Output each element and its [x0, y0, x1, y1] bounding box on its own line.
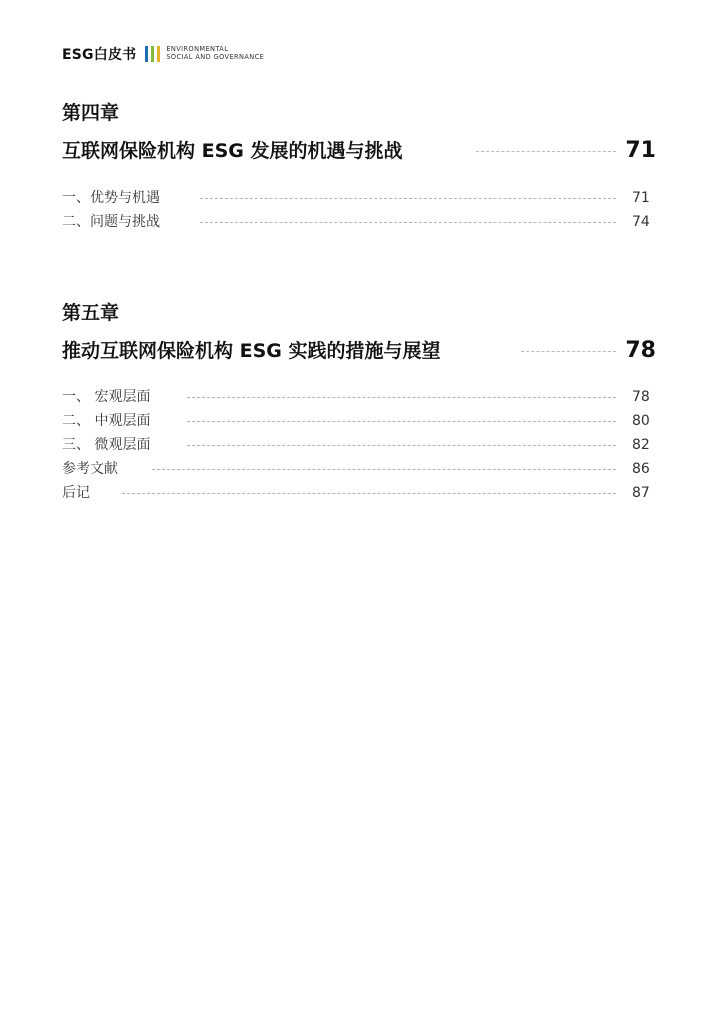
entry-page-number: 74 — [632, 214, 650, 230]
chapter-4-heading — [62, 101, 658, 167]
entry-title: 一、优势与机遇 — [62, 190, 160, 206]
entry-page-number: 87 — [632, 485, 650, 501]
entry-page-number: 80 — [632, 413, 650, 429]
entry-page-number: 78 — [632, 389, 650, 405]
toc-entry[interactable] — [62, 186, 658, 210]
chapter-title-row[interactable] — [62, 135, 658, 167]
toc-entry[interactable] — [62, 385, 658, 409]
dot-leader — [200, 222, 616, 223]
entry-page-number: 71 — [632, 190, 650, 206]
brand-title: ESG白皮书 — [62, 47, 137, 63]
dot-leader — [187, 397, 616, 398]
page-header — [62, 44, 264, 64]
toc-entry[interactable] — [62, 457, 658, 481]
chapter-label: 第四章 — [62, 102, 120, 124]
logo-bar-green — [151, 46, 154, 62]
dot-leader — [200, 198, 616, 199]
dot-leader — [521, 351, 616, 352]
dot-leader — [476, 151, 616, 152]
toc-entry[interactable] — [62, 210, 658, 234]
toc-entry[interactable] — [62, 481, 658, 505]
chapter-title: 推动互联网保险机构 ESG 实践的措施与展望 — [62, 340, 441, 362]
entry-title: 参考文献 — [62, 461, 118, 477]
dot-leader — [122, 493, 616, 494]
chapter-page-number: 71 — [625, 138, 656, 163]
tagline-line-2: SOCIAL AND GOVERNANCE — [166, 53, 265, 61]
logo-bar-blue — [145, 46, 148, 62]
brand-logo-bars — [145, 46, 160, 62]
entry-page-number: 82 — [632, 437, 650, 453]
toc-entry[interactable] — [62, 409, 658, 433]
chapter-page-number: 78 — [625, 338, 656, 363]
entry-title: 后记 — [62, 485, 90, 501]
entry-title: 二、 中观层面 — [62, 413, 151, 429]
chapter-5-entries — [62, 385, 658, 505]
dot-leader — [187, 421, 616, 422]
chapter-4-entries — [62, 186, 658, 234]
brand-tagline — [166, 46, 264, 61]
chapter-title-row[interactable] — [62, 335, 658, 367]
entry-page-number: 86 — [632, 461, 650, 477]
chapter-label: 第五章 — [62, 302, 120, 324]
dot-leader — [152, 469, 616, 470]
logo-bar-yellow — [157, 46, 160, 62]
entry-title: 三、 微观层面 — [62, 437, 151, 453]
toc-entry[interactable] — [62, 433, 658, 457]
dot-leader — [187, 445, 616, 446]
entry-title: 二、问题与挑战 — [62, 214, 160, 230]
chapter-5-heading — [62, 301, 658, 367]
entry-title: 一、 宏观层面 — [62, 389, 151, 405]
chapter-title: 互联网保险机构 ESG 发展的机遇与挑战 — [62, 140, 403, 162]
tagline-line-1: ENVIRONMENTAL — [166, 45, 229, 54]
